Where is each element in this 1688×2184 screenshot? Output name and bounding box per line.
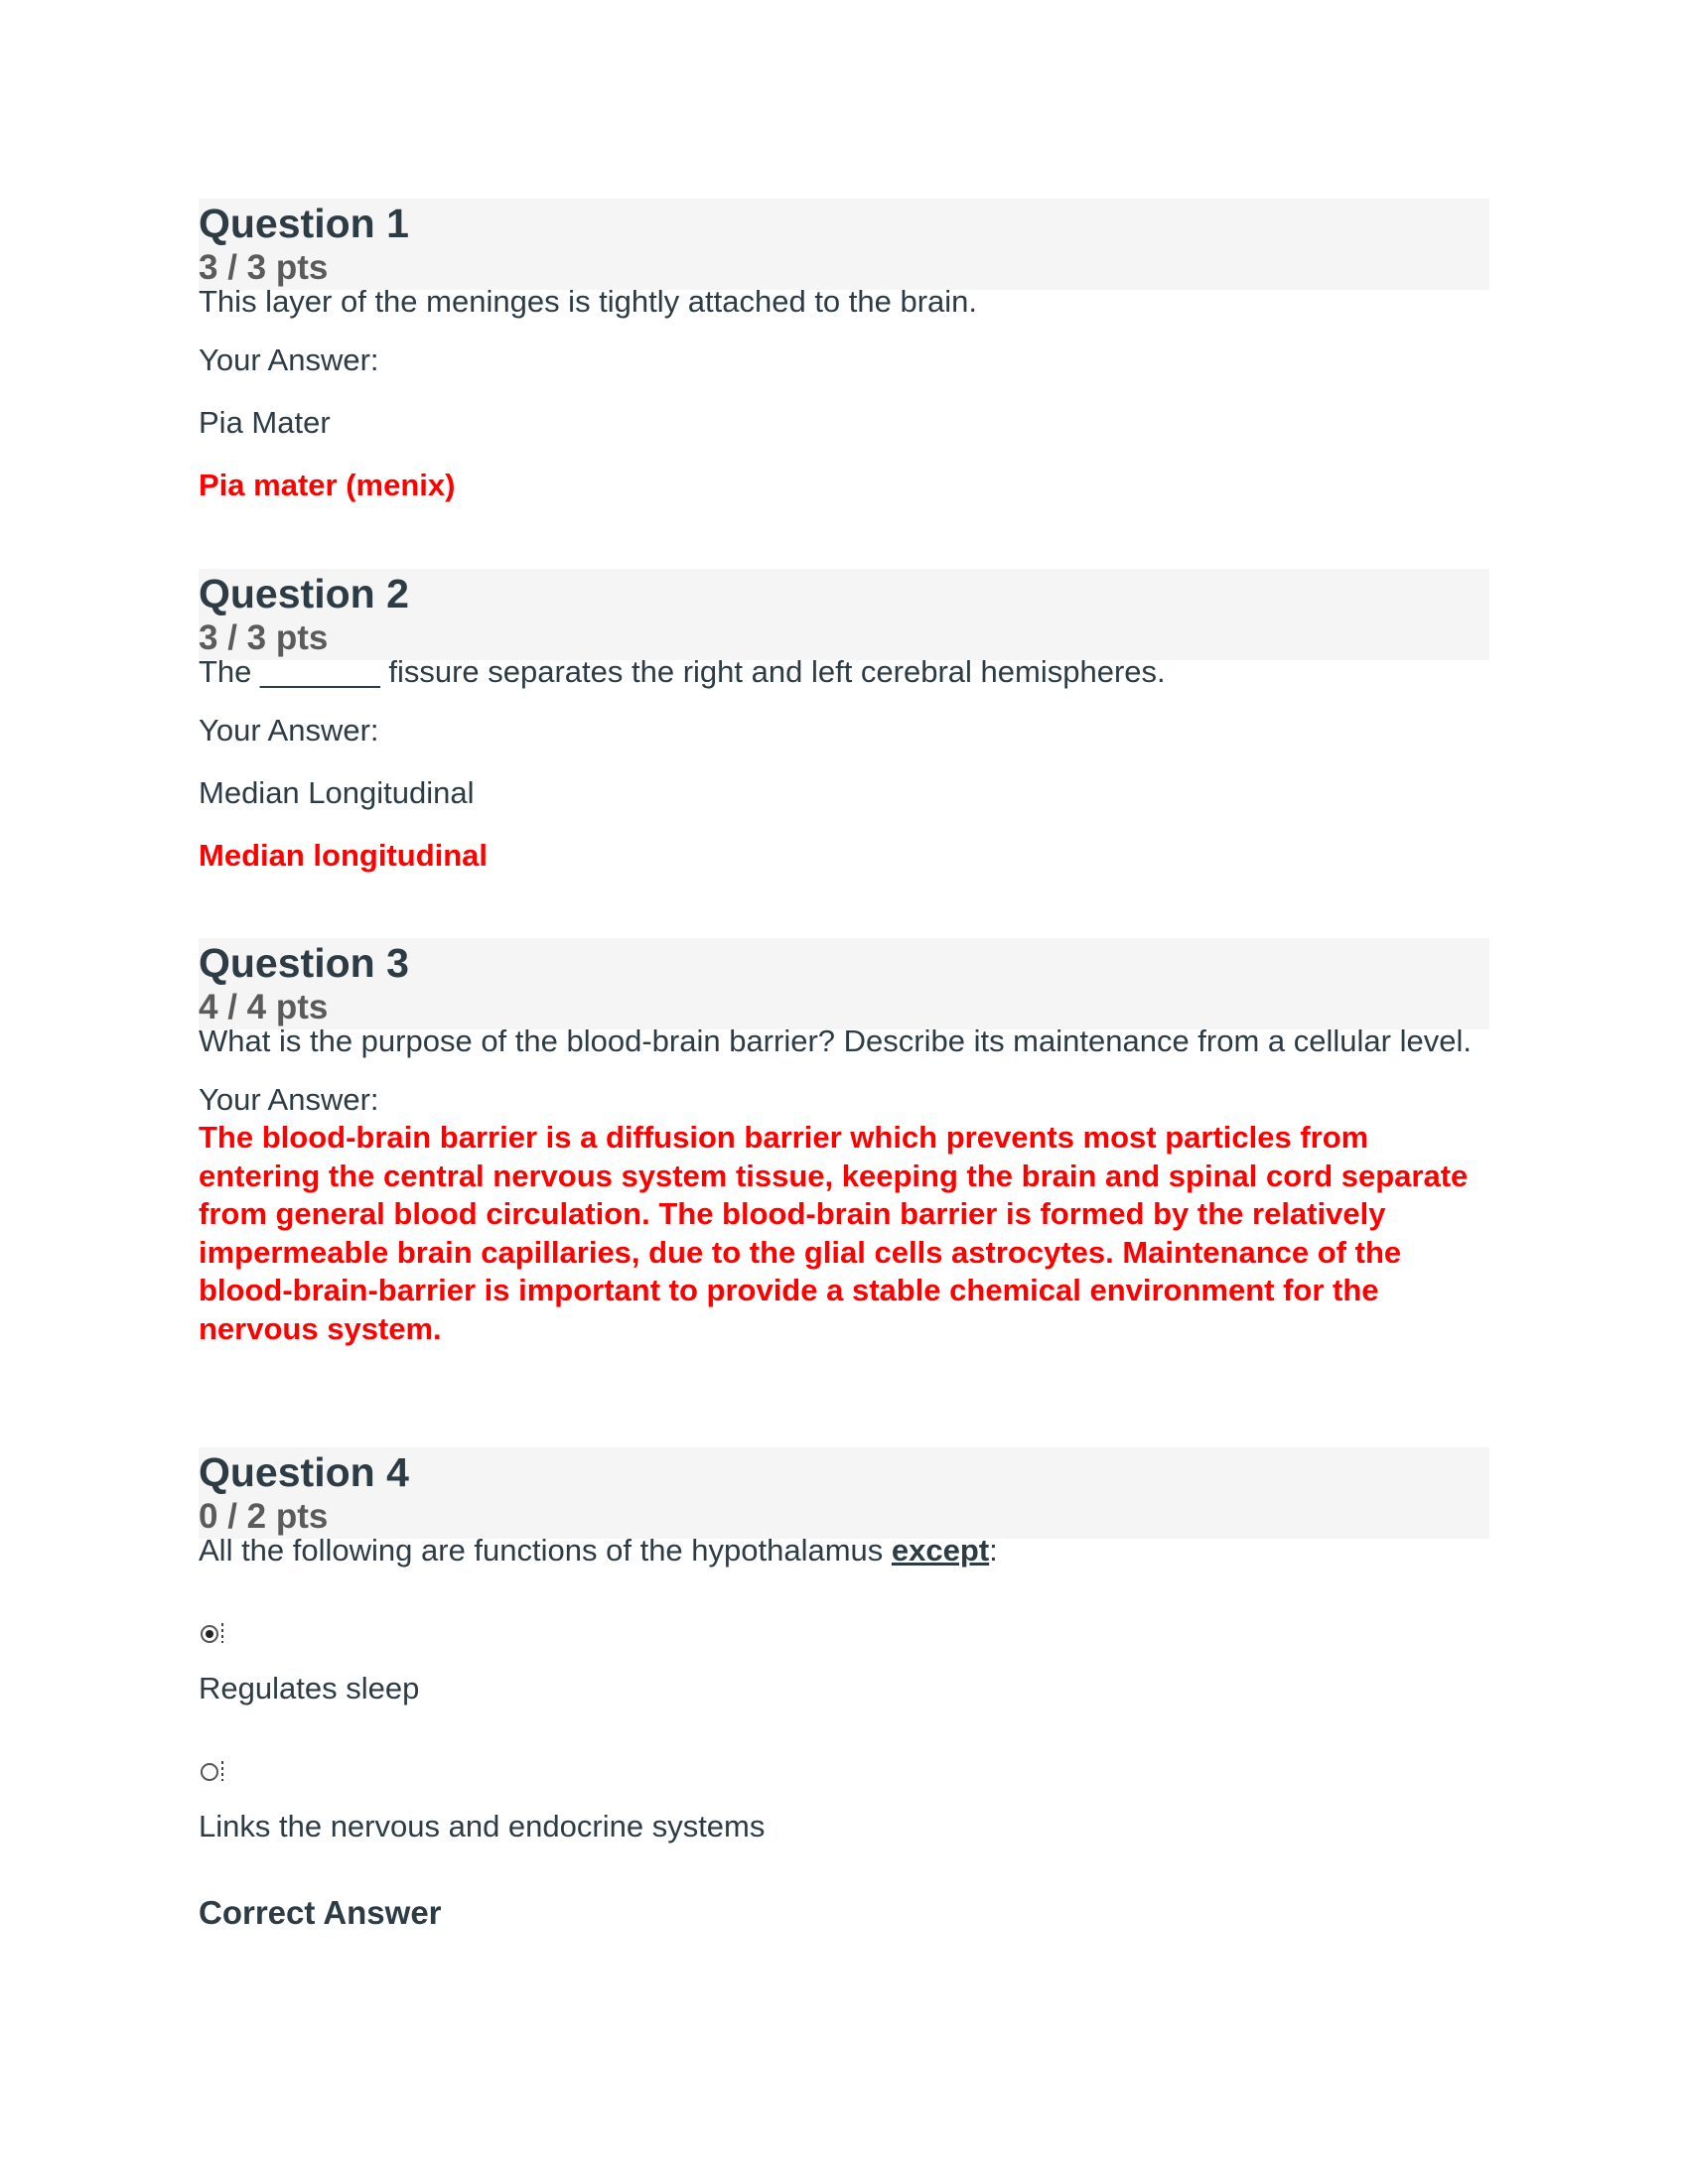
question-points: 3 / 3 pts <box>199 248 329 287</box>
your-answer-label: Your Answer: <box>199 713 379 748</box>
question-title: Question 2 <box>199 571 409 616</box>
radio-button[interactable] <box>199 1759 1489 1793</box>
question-text-after: : <box>989 1533 998 1568</box>
question-2 <box>199 569 1489 875</box>
option-2[interactable] <box>199 1759 1489 1845</box>
question-text: This layer of the meninges is tightly attached to the brain. <box>199 284 978 319</box>
question-header <box>199 1447 1489 1539</box>
question-3 <box>199 938 1489 1348</box>
question-points: 3 / 3 pts <box>199 618 329 657</box>
question-title: Question 3 <box>199 940 409 986</box>
question-header <box>199 938 1489 1029</box>
question-points: 0 / 2 pts <box>199 1497 329 1536</box>
question-points: 4 / 4 pts <box>199 988 329 1026</box>
question-header <box>199 199 1489 290</box>
answer-key: Median longitudinal <box>199 838 489 873</box>
answer-key: Pia mater (menix) <box>199 468 456 502</box>
your-answer-label: Your Answer: <box>199 342 379 377</box>
question-header <box>199 569 1489 660</box>
your-answer: Median Longitudinal <box>199 775 475 810</box>
radio-selected-icon[interactable] <box>201 1625 218 1643</box>
question-1 <box>199 199 1489 504</box>
question-title: Question 4 <box>199 1449 409 1495</box>
option-label: Regulates sleep <box>199 1671 420 1706</box>
option-1[interactable] <box>199 1621 1489 1707</box>
question-text-before: All the following are functions of the hypothalamus <box>199 1533 892 1568</box>
quiz-results <box>199 199 1489 1931</box>
radio-button[interactable] <box>199 1621 1489 1655</box>
question-text: The _______ fissure separates the right and left cerebral hemispheres. <box>199 654 1166 689</box>
option-label: Links the nervous and endocrine systems <box>199 1809 766 1843</box>
essay-answer: The blood-brain barrier is a diffusion barrier which prevents most particles from entering the central nervous system tissue, keeping the brain and spinal cord separate from general blood circulation. The blood-brain barrier is formed by the relatively impermeable brain capillaries, due to the glial cells astrocytes. Maintenance of the blood-brain-barrier is important to provide a stable chemical environment for the nervous system. <box>199 1120 1469 1346</box>
correct-answer-label: Correct Answer <box>199 1894 442 1931</box>
question-title: Question 1 <box>199 201 409 246</box>
question-4 <box>199 1447 1489 1933</box>
your-answer: Pia Mater <box>199 405 331 440</box>
radio-marker-icon <box>221 1623 223 1643</box>
question-text: What is the purpose of the blood-brain barrier? Describe its maintenance from a cellular level. <box>199 1024 1472 1058</box>
question-text-emphasis: except <box>891 1533 990 1568</box>
radio-unselected-icon[interactable] <box>201 1763 218 1781</box>
radio-marker-icon <box>221 1761 223 1781</box>
question-text <box>199 1531 1489 1570</box>
your-answer-label: Your Answer: <box>199 1082 379 1117</box>
